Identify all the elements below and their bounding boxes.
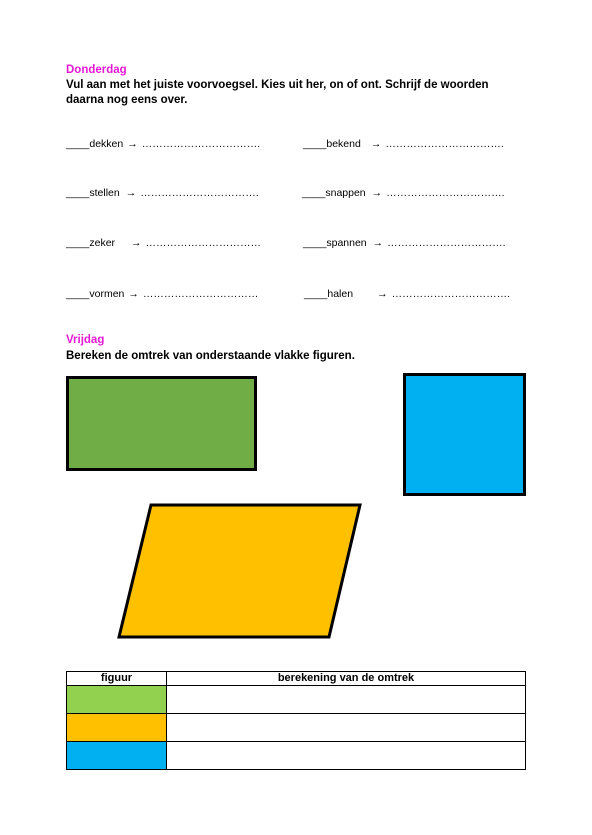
vrijdag-title: Vrijdag <box>66 334 105 346</box>
blue-figure-swatch <box>67 742 167 770</box>
exercise-answer-line[interactable]: ……………………………. <box>141 138 261 150</box>
exercise-answer-line[interactable]: ……………………………. <box>387 237 506 249</box>
exercise-answer-line[interactable]: …………………………… <box>142 288 259 300</box>
yellow-parallelogram <box>115 502 365 640</box>
exercise-blank[interactable]: ____ <box>302 187 326 199</box>
exercise-word: stellen <box>89 187 120 199</box>
exercise-word: bekend <box>326 138 361 150</box>
exercise-8 <box>304 288 510 300</box>
donderdag-instruction-line2: daarna nog eens over. <box>66 94 188 106</box>
arrow-icon: → <box>131 237 142 249</box>
yellow-figure-swatch <box>67 714 167 742</box>
exercise-answer-line[interactable]: ……………………………. <box>140 187 259 199</box>
green-figure-swatch <box>67 686 167 714</box>
exercise-answer-line[interactable]: ……………………………. <box>391 288 510 300</box>
table-row <box>67 742 526 770</box>
exercise-4 <box>302 187 505 199</box>
donderdag-instruction <box>66 78 489 108</box>
exercise-word: dekken <box>89 138 124 150</box>
exercise-blank[interactable]: ____ <box>66 237 90 249</box>
exercise-word: halen <box>327 288 354 300</box>
exercise-answer-line[interactable]: ……………………………. <box>385 138 504 150</box>
exercise-word: snappen <box>325 187 366 199</box>
exercise-3 <box>66 187 259 199</box>
arrow-icon: → <box>127 138 138 150</box>
vrijdag-instruction: Bereken de omtrek van onderstaande vlakke figuren. <box>66 350 355 362</box>
column-header-berekening: berekening van de omtrek <box>167 672 526 686</box>
exercise-blank[interactable]: ____ <box>66 288 90 300</box>
green-rectangle <box>66 376 257 471</box>
table-row <box>67 686 526 714</box>
omtrek-table <box>66 671 526 770</box>
exercise-answer-line[interactable]: ……………………………. <box>386 187 505 199</box>
arrow-icon: → <box>125 187 137 199</box>
arrow-icon: → <box>372 237 384 249</box>
arrow-icon: → <box>370 138 382 150</box>
arrow-icon: → <box>371 187 383 199</box>
exercise-blank[interactable]: ____ <box>304 288 328 300</box>
exercise-1 <box>66 138 260 150</box>
exercise-2 <box>303 138 504 150</box>
exercise-word: zeker <box>89 237 116 249</box>
exercise-blank[interactable]: ____ <box>66 138 90 150</box>
donderdag-instruction-line1: Vul aan met het juiste voorvoegsel. Kies uit her, on of ont. Schrijf de woorden <box>66 79 489 91</box>
exercise-word: spannen <box>326 237 367 249</box>
exercise-answer-line[interactable]: …………………………… <box>145 237 262 249</box>
exercise-blank[interactable]: ____ <box>303 237 327 249</box>
calculation-cell[interactable] <box>167 686 526 714</box>
donderdag-title: Donderdag <box>66 64 127 76</box>
calculation-cell[interactable] <box>167 742 526 770</box>
table-row <box>67 714 526 742</box>
arrow-icon: → <box>128 288 139 300</box>
table-header-row <box>67 672 526 686</box>
exercise-5 <box>66 237 261 249</box>
exercise-blank[interactable]: ____ <box>66 187 90 199</box>
blue-square <box>403 373 526 496</box>
arrow-icon: → <box>377 288 388 300</box>
exercise-6 <box>303 237 506 249</box>
exercise-word: vormen <box>89 288 125 300</box>
column-header-figuur: figuur <box>67 672 167 686</box>
exercise-blank[interactable]: ____ <box>303 138 327 150</box>
calculation-cell[interactable] <box>167 714 526 742</box>
exercise-7 <box>66 288 258 300</box>
